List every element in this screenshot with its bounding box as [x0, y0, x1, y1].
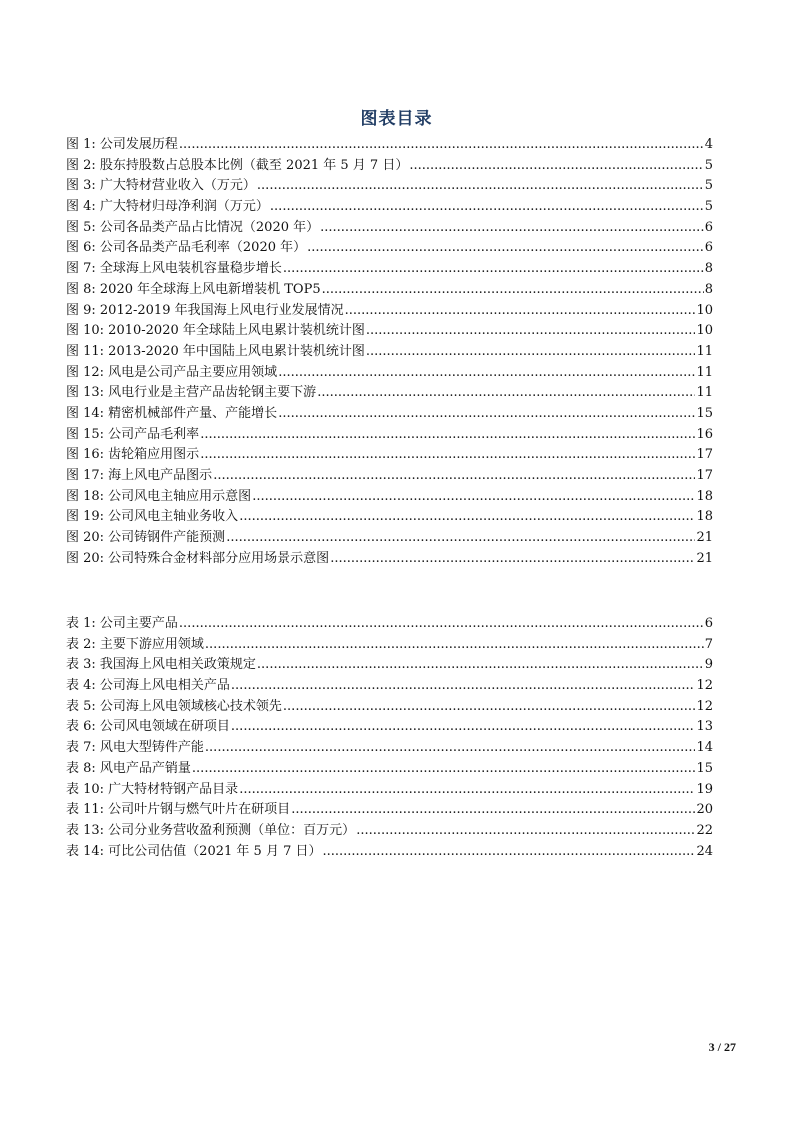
figure-list: [66, 135, 713, 569]
entry-page: 6: [704, 240, 713, 256]
figure-entry[interactable]: [66, 528, 713, 549]
table-entry[interactable]: [66, 614, 713, 635]
entry-page: 14: [696, 740, 713, 756]
figure-entry[interactable]: [66, 156, 713, 177]
leader-dots: [409, 156, 703, 177]
entry-label: 表 14: 可比公司估值（2021 年 5 月 7 日）: [66, 843, 322, 859]
entry-label: 表 5: 公司海上风电领域核心技术领先: [66, 698, 282, 714]
leader-dots: [291, 800, 695, 821]
entry-label: 图 10: 2010-2020 年全球陆上风电累计装机统计图: [66, 323, 365, 339]
leader-dots: [270, 197, 704, 218]
leader-dots: [205, 738, 696, 759]
entry-label: 图 20: 公司铸钢件产能预测: [66, 530, 226, 546]
entry-label: 图 13: 风电行业是主营产品齿轮钢主要下游: [66, 385, 317, 401]
leader-dots: [356, 821, 695, 842]
figure-entry[interactable]: [66, 507, 713, 528]
leader-dots: [317, 383, 695, 404]
entry-page: 21: [696, 530, 713, 546]
entry-label: 表 3: 我国海上风电相关政策规定: [66, 657, 256, 673]
table-entry[interactable]: [66, 842, 713, 863]
table-entry[interactable]: [66, 635, 713, 656]
leader-dots: [278, 404, 695, 425]
leader-dots: [257, 655, 704, 676]
entry-page: 16: [696, 426, 713, 442]
leader-dots: [320, 218, 704, 239]
leader-dots: [366, 342, 696, 363]
entry-page: 17: [696, 468, 713, 483]
page-number: 3 / 27: [708, 1040, 736, 1054]
leader-dots: [200, 425, 695, 446]
figure-entry[interactable]: [66, 176, 713, 197]
entry-page: 19: [696, 781, 713, 797]
figure-entry[interactable]: [66, 197, 713, 218]
leader-dots: [257, 176, 704, 197]
table-entry[interactable]: [66, 780, 713, 801]
entry-page: 18: [696, 488, 713, 504]
entry-label: 图 20: 公司特殊合金材料部分应用场景示意图: [66, 550, 330, 566]
entry-label: 图 6: 公司各品类产品毛利率（2020 年）: [66, 240, 307, 256]
leader-dots: [213, 466, 695, 487]
entry-label: 表 8: 风电产品产销量: [66, 760, 191, 776]
leader-dots: [322, 842, 695, 863]
leader-dots: [366, 321, 696, 342]
figure-entry[interactable]: [66, 135, 713, 156]
leader-dots: [283, 697, 696, 718]
entry-page: 10: [696, 323, 713, 339]
figure-entry[interactable]: [66, 342, 713, 363]
entry-label: 图 11: 2013-2020 年中国陆上风电累计装机统计图: [66, 343, 365, 359]
leader-dots: [322, 280, 704, 301]
entry-page: 17: [696, 447, 713, 463]
table-list: [66, 614, 713, 862]
entry-page: 12: [696, 678, 713, 694]
table-entry[interactable]: [66, 759, 713, 780]
leader-dots: [239, 780, 695, 801]
figure-entry[interactable]: [66, 280, 713, 301]
table-entry[interactable]: [66, 676, 713, 697]
entry-page: 6: [704, 219, 713, 235]
figure-entry[interactable]: [66, 425, 713, 446]
entry-label: 图 7: 全球海上风电装机容量稳步增长: [66, 261, 282, 277]
entry-label: 图 18: 公司风电主轴应用示意图: [66, 488, 252, 504]
leader-dots: [200, 445, 695, 466]
entry-page: 6: [704, 616, 713, 631]
entry-label: 图 9: 2012-2019 年我国海上风电行业发展情况: [66, 302, 344, 318]
entry-page: 4: [704, 137, 713, 152]
leader-dots: [345, 301, 696, 322]
page-title: 图表目录: [360, 109, 433, 129]
figure-entry[interactable]: [66, 445, 713, 466]
leader-dots: [179, 135, 704, 156]
entry-page: 11: [696, 385, 713, 401]
entry-label: 图 1: 公司发展历程: [66, 137, 178, 152]
leader-dots: [330, 549, 695, 570]
figure-entry[interactable]: [66, 549, 713, 570]
figure-entry[interactable]: [66, 218, 713, 239]
entry-label: 图 12: 风电是公司产品主要应用领域: [66, 364, 278, 380]
leader-dots: [179, 614, 704, 635]
entry-page: 20: [696, 802, 713, 818]
entry-label: 表 10: 广大特材特钢产品目录: [66, 781, 239, 797]
table-entry[interactable]: [66, 717, 713, 738]
entry-label: 图 5: 公司各品类产品占比情况（2020 年）: [66, 219, 320, 235]
leader-dots: [283, 259, 704, 280]
figure-entry[interactable]: [66, 259, 713, 280]
entry-page: 8: [704, 261, 713, 277]
entry-label: 表 4: 公司海上风电相关产品: [66, 678, 230, 694]
entry-page: 8: [704, 281, 713, 297]
entry-label: 表 7: 风电大型铸件产能: [66, 740, 204, 756]
entry-page: 13: [696, 719, 713, 735]
entry-label: 表 2: 主要下游应用领域: [66, 636, 204, 652]
figure-entry[interactable]: [66, 404, 713, 425]
entry-label: 表 13: 公司分业务营收盈利预测（单位：百万元）: [66, 822, 356, 838]
entry-page: 7: [704, 636, 713, 652]
figure-entry[interactable]: [66, 363, 713, 384]
entry-page: 10: [696, 302, 713, 318]
figure-entry[interactable]: [66, 238, 713, 259]
entry-page: 24: [696, 843, 713, 859]
leader-dots: [278, 363, 695, 384]
table-entry[interactable]: [66, 655, 713, 676]
entry-label: 表 11: 公司叶片钢与燃气叶片在研项目: [66, 802, 291, 818]
entry-label: 图 15: 公司产品毛利率: [66, 426, 200, 442]
leader-dots: [231, 717, 696, 738]
leader-dots: [226, 528, 695, 549]
entry-page: 9: [704, 657, 713, 673]
figure-entry[interactable]: [66, 466, 713, 487]
table-entry[interactable]: [66, 738, 713, 759]
figure-entry[interactable]: [66, 487, 713, 508]
entry-label: 表 6: 公司风电领域在研项目: [66, 719, 230, 735]
leader-dots: [307, 238, 704, 259]
entry-label: 图 17: 海上风电产品图示: [66, 468, 213, 483]
entry-label: 图 14: 精密机械部件产量、产能增长: [66, 405, 278, 421]
table-entry[interactable]: [66, 821, 713, 842]
leader-dots: [252, 487, 695, 508]
leader-dots: [192, 759, 696, 780]
entry-label: 图 8: 2020 年全球海上风电新增装机 TOP5: [66, 281, 321, 297]
leader-dots: [231, 676, 696, 697]
table-entry[interactable]: [66, 697, 713, 718]
entry-page: 15: [696, 760, 713, 776]
entry-label: 图 19: 公司风电主轴业务收入: [66, 509, 239, 525]
entry-page: 5: [704, 178, 713, 194]
entry-page: 22: [696, 822, 713, 838]
entry-label: 表 1: 公司主要产品: [66, 616, 178, 631]
entry-label: 图 4: 广大特材归母净利润（万元）: [66, 199, 269, 215]
entry-page: 5: [704, 199, 713, 215]
entry-page: 15: [696, 405, 713, 421]
leader-dots: [205, 635, 704, 656]
entry-page: 5: [704, 157, 713, 173]
entry-page: 11: [696, 364, 713, 380]
entry-label: 图 2: 股东持股数占总股本比例（截至 2021 年 5 月 7 日）: [66, 157, 409, 173]
table-entry[interactable]: [66, 800, 713, 821]
figure-entry[interactable]: [66, 321, 713, 342]
entry-page: 11: [696, 343, 713, 359]
entry-label: 图 16: 齿轮箱应用图示: [66, 447, 200, 463]
leader-dots: [239, 507, 695, 528]
entry-page: 18: [696, 509, 713, 525]
figure-entry[interactable]: [66, 383, 713, 404]
entry-page: 12: [696, 698, 713, 714]
entry-page: 21: [696, 550, 713, 566]
entry-label: 图 3: 广大特材营业收入（万元）: [66, 178, 256, 194]
figure-entry[interactable]: [66, 301, 713, 322]
